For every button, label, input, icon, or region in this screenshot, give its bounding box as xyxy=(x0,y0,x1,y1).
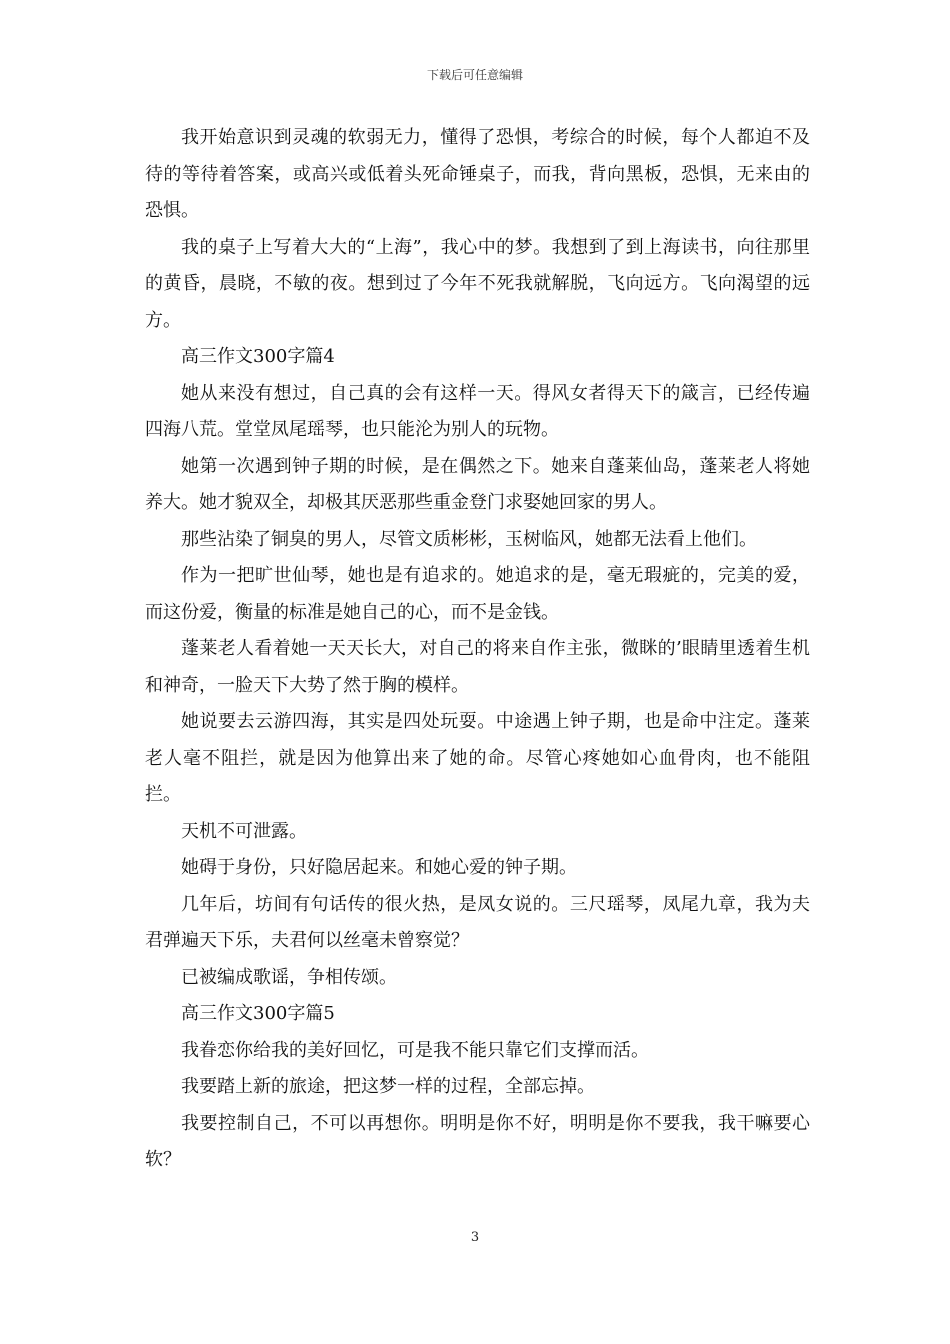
paragraph: 蓬莱老人看着她一天天长大，对自己的将来自作主张，微眯的’眼睛里透着生机和神奇，一脸天下大势了然于胸的模样。 xyxy=(145,638,810,696)
paragraph: 我开始意识到灵魂的软弱无力，懂得了恐惧，考综合的时候，每个人都迫不及待的等待着答案，或高兴或低着头死命锤桌子，而我，背向黑板，恐惧，无来由的恐惧。 xyxy=(145,127,810,221)
page-header: 下载后可任意编辑 xyxy=(426,68,523,82)
paragraph: 她碍于身份，只好隐居起来。和她心爱的钟子期。 xyxy=(181,857,577,878)
page-number: 3 xyxy=(470,1230,480,1245)
paragraph: 我的桌子上写着大大的“上海”，我心中的梦。我想到了到上海读书，向往那里的黄昏，晨晓，不敏的夜。想到过了今年不死我就解脱，飞向远方。飞向渴望的远方。 xyxy=(145,236,810,331)
section-heading: 高三作文300字篇5 xyxy=(181,1003,335,1024)
paragraph: 她说要去云游四海，其实是四处玩耍。中途遇上钟子期，也是命中注定。蓬莱老人毫不阻拦，就是因为他算出来了她的命。尽管心疼她如心血骨肉，也不能阻拦。 xyxy=(145,711,810,805)
paragraph: 她第一次遇到钟子期的时候，是在偶然之下。她来自蓬莱仙岛，蓬莱老人将她养大。她才貌双全，却极其厌恶那些重金登门求娶她回家的男人。 xyxy=(145,455,810,513)
paragraph: 天机不可泄露。 xyxy=(181,820,307,842)
paragraph: 我眷恋你给我的美好回忆，可是我不能只靠它们支撑而活。 xyxy=(181,1039,649,1061)
paragraph: 已被编成歌谣，争相传颂。 xyxy=(181,966,397,988)
paragraph: 作为一把旷世仙琴，她也是有追求的。她追求的是，毫无瑕疵的，完美的爱，而这份爱，衡量的标准是她自己的心，而不是金钱。 xyxy=(145,565,810,623)
paragraph: 几年后，坊间有句话传的很火热，是凤女说的。三尺瑶琴，凤尾九章，我为夫君弹遍天下乐，夫君何以丝毫未曾察觉？ xyxy=(145,893,810,951)
paragraph: 那些沾染了铜臭的男人，尽管文质彬彬，玉树临风，她都无法看上他们。 xyxy=(181,528,757,550)
paragraph: 我要控制自己，不可以再想你。明明是你不好，明明是你不要我，我干嘛要心软？ xyxy=(145,1112,810,1170)
section-heading: 高三作文300字篇4 xyxy=(181,346,335,367)
paragraph: 我要踏上新的旅途，把这梦一样的过程，全部忘掉。 xyxy=(181,1076,595,1097)
paragraph: 她从来没有想过，自己真的会有这样一天。得风女者得天下的箴言，已经传遍四海八荒。堂堂凤尾瑶琴，也只能沦为别人的玩物。 xyxy=(145,382,810,440)
document-body xyxy=(145,120,810,1179)
